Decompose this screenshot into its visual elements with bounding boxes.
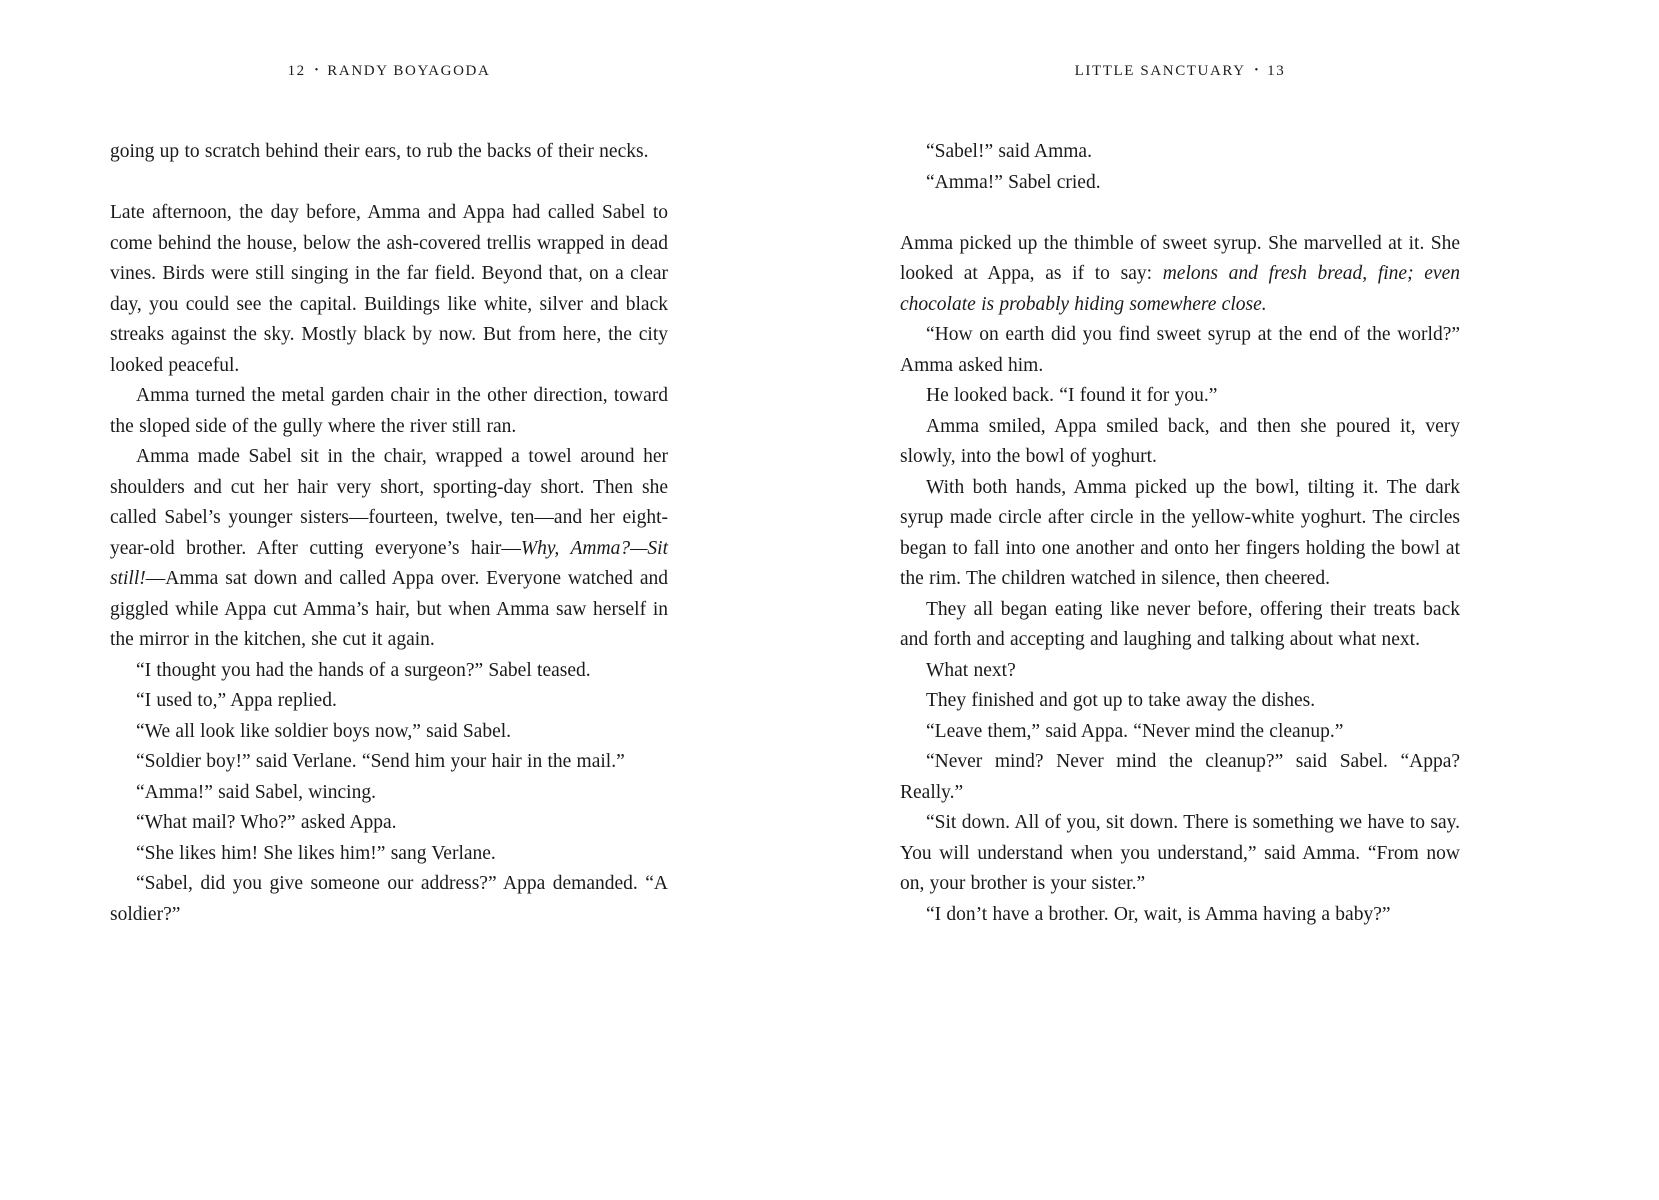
body-text: “Amma!” said Sabel, wincing. — [136, 781, 376, 803]
body-text: He looked back. “I found it for you.” — [926, 385, 1218, 406]
paragraph — [110, 717, 668, 748]
body-text: “I thought you had the hands of a surgeon?” Sabel teased. — [136, 659, 591, 681]
paragraph — [900, 412, 1460, 473]
body-text: “What mail? Who?” asked Appa. — [136, 812, 397, 833]
paragraph — [900, 137, 1460, 168]
left-page-text — [110, 137, 668, 930]
body-text: “Sabel, did you give someone our address?” Appa demanded. “A soldier?” — [110, 873, 668, 925]
paragraph — [110, 137, 668, 168]
body-text: Amma made Sabel sit in the chair, wrapped a towel around her shoulders and cut her hair very short, sporting-day short. Then she called Sabel’s younger sisters—fourteen, twelve, ten—and her eight-year-old brother. After cutting everyone’s hair— — [110, 446, 668, 559]
author-name: RANDY BOYAGODA — [327, 63, 491, 79]
body-text: Late afternoon, the day before, Amma and Appa had called Sabel to come behind the house, below the ash-covered trellis wrapped in dead vines. Birds were still singing in the far field. Beyond that, on a clear day, you could see the capital. Buildings like white, silver and black streaks against the sky. Mostly black by now. But from here, the city looked peaceful. — [110, 202, 668, 376]
body-text: “Leave them,” said Appa. “Never mind the cleanup.” — [926, 720, 1344, 742]
paragraph — [110, 656, 668, 687]
body-text: Amma smiled, Appa smiled back, and then she poured it, very slowly, into the bowl of yoghurt. — [900, 415, 1460, 467]
paragraph — [110, 747, 668, 778]
paragraph — [900, 717, 1460, 748]
paragraph — [900, 595, 1460, 656]
italic-text: Why, Amma?—Sit still! — [110, 537, 668, 589]
body-text: “I don’t have a brother. Or, wait, is Amma having a baby?” — [926, 903, 1391, 925]
paragraph — [110, 839, 668, 870]
header-bullet-icon: • — [314, 65, 319, 76]
body-text: “How on earth did you find sweet syrup at the end of the world?” Amma asked him. — [900, 324, 1460, 376]
paragraph — [900, 900, 1460, 931]
book-title: LITTLE SANCTUARY — [1074, 63, 1246, 79]
paragraph — [110, 381, 668, 442]
body-text: With both hands, Amma picked up the bowl, tilting it. The dark syrup made circle after circle in the yellow-white yoghurt. The circles began to fall into one another and onto her fingers holding the bowl at the rim. The children watched in silence, then cheered. — [900, 476, 1460, 589]
body-text: What next? — [926, 659, 1016, 681]
page-number-left: 12 — [287, 63, 306, 79]
body-text: Amma picked up the thimble of sweet syrup. She marvelled at it. She looked at Appa, as if to say: — [900, 232, 1460, 284]
body-text: “I used to,” Appa replied. — [136, 690, 337, 711]
paragraph — [900, 808, 1460, 900]
paragraph — [900, 229, 1460, 321]
paragraph — [900, 320, 1460, 381]
paragraph — [900, 686, 1460, 717]
body-text: “Sit down. All of you, sit down. There is something we have to say. You will understand when you understand,” said Amma. “From now on, your brother is your sister.” — [900, 812, 1460, 894]
body-text: Amma turned the metal garden chair in the other direction, toward the sloped side of the gully where the river still ran. — [110, 385, 668, 437]
paragraph — [900, 656, 1460, 687]
paragraph — [900, 168, 1460, 199]
paragraph — [110, 442, 668, 656]
body-text: going up to scratch behind their ears, to rub the backs of their necks. — [110, 141, 649, 162]
paragraph — [110, 808, 668, 839]
paragraph — [900, 747, 1460, 808]
right-page-text — [900, 137, 1460, 930]
paragraph — [110, 778, 668, 809]
running-header-right — [900, 63, 1460, 83]
body-text: “Soldier boy!” said Verlane. “Send him your hair in the mail.” — [136, 751, 625, 772]
page-number-right: 13 — [1267, 63, 1286, 79]
paragraph — [900, 473, 1460, 595]
body-text: —Amma sat down and called Appa over. Everyone watched and giggled while Appa cut Amma’s hair, but when Amma saw herself in the mirror in the kitchen, she cut it again. — [110, 568, 668, 650]
body-text: “Sabel!” said Amma. — [926, 141, 1092, 162]
body-text: “She likes him! She likes him!” sang Verlane. — [136, 842, 496, 864]
paragraph — [110, 686, 668, 717]
body-text: “Never mind? Never mind the cleanup?” said Sabel. “Appa? Really.” — [900, 751, 1460, 803]
paragraph — [900, 381, 1460, 412]
header-bullet-icon: • — [1254, 65, 1259, 76]
body-text: They finished and got up to take away the dishes. — [926, 690, 1316, 711]
body-text: “Amma!” Sabel cried. — [926, 171, 1101, 193]
body-text: They all began eating like never before, offering their treats back and forth and accepting and laughing and talking about what next. — [900, 598, 1460, 650]
paragraph — [110, 869, 668, 930]
body-text: “We all look like soldier boys now,” said Sabel. — [136, 720, 512, 742]
italic-text: melons and fresh bread, fine; even chocolate is probably hiding somewhere close. — [900, 263, 1460, 315]
running-header-left — [110, 63, 668, 83]
paragraph — [110, 198, 668, 381]
